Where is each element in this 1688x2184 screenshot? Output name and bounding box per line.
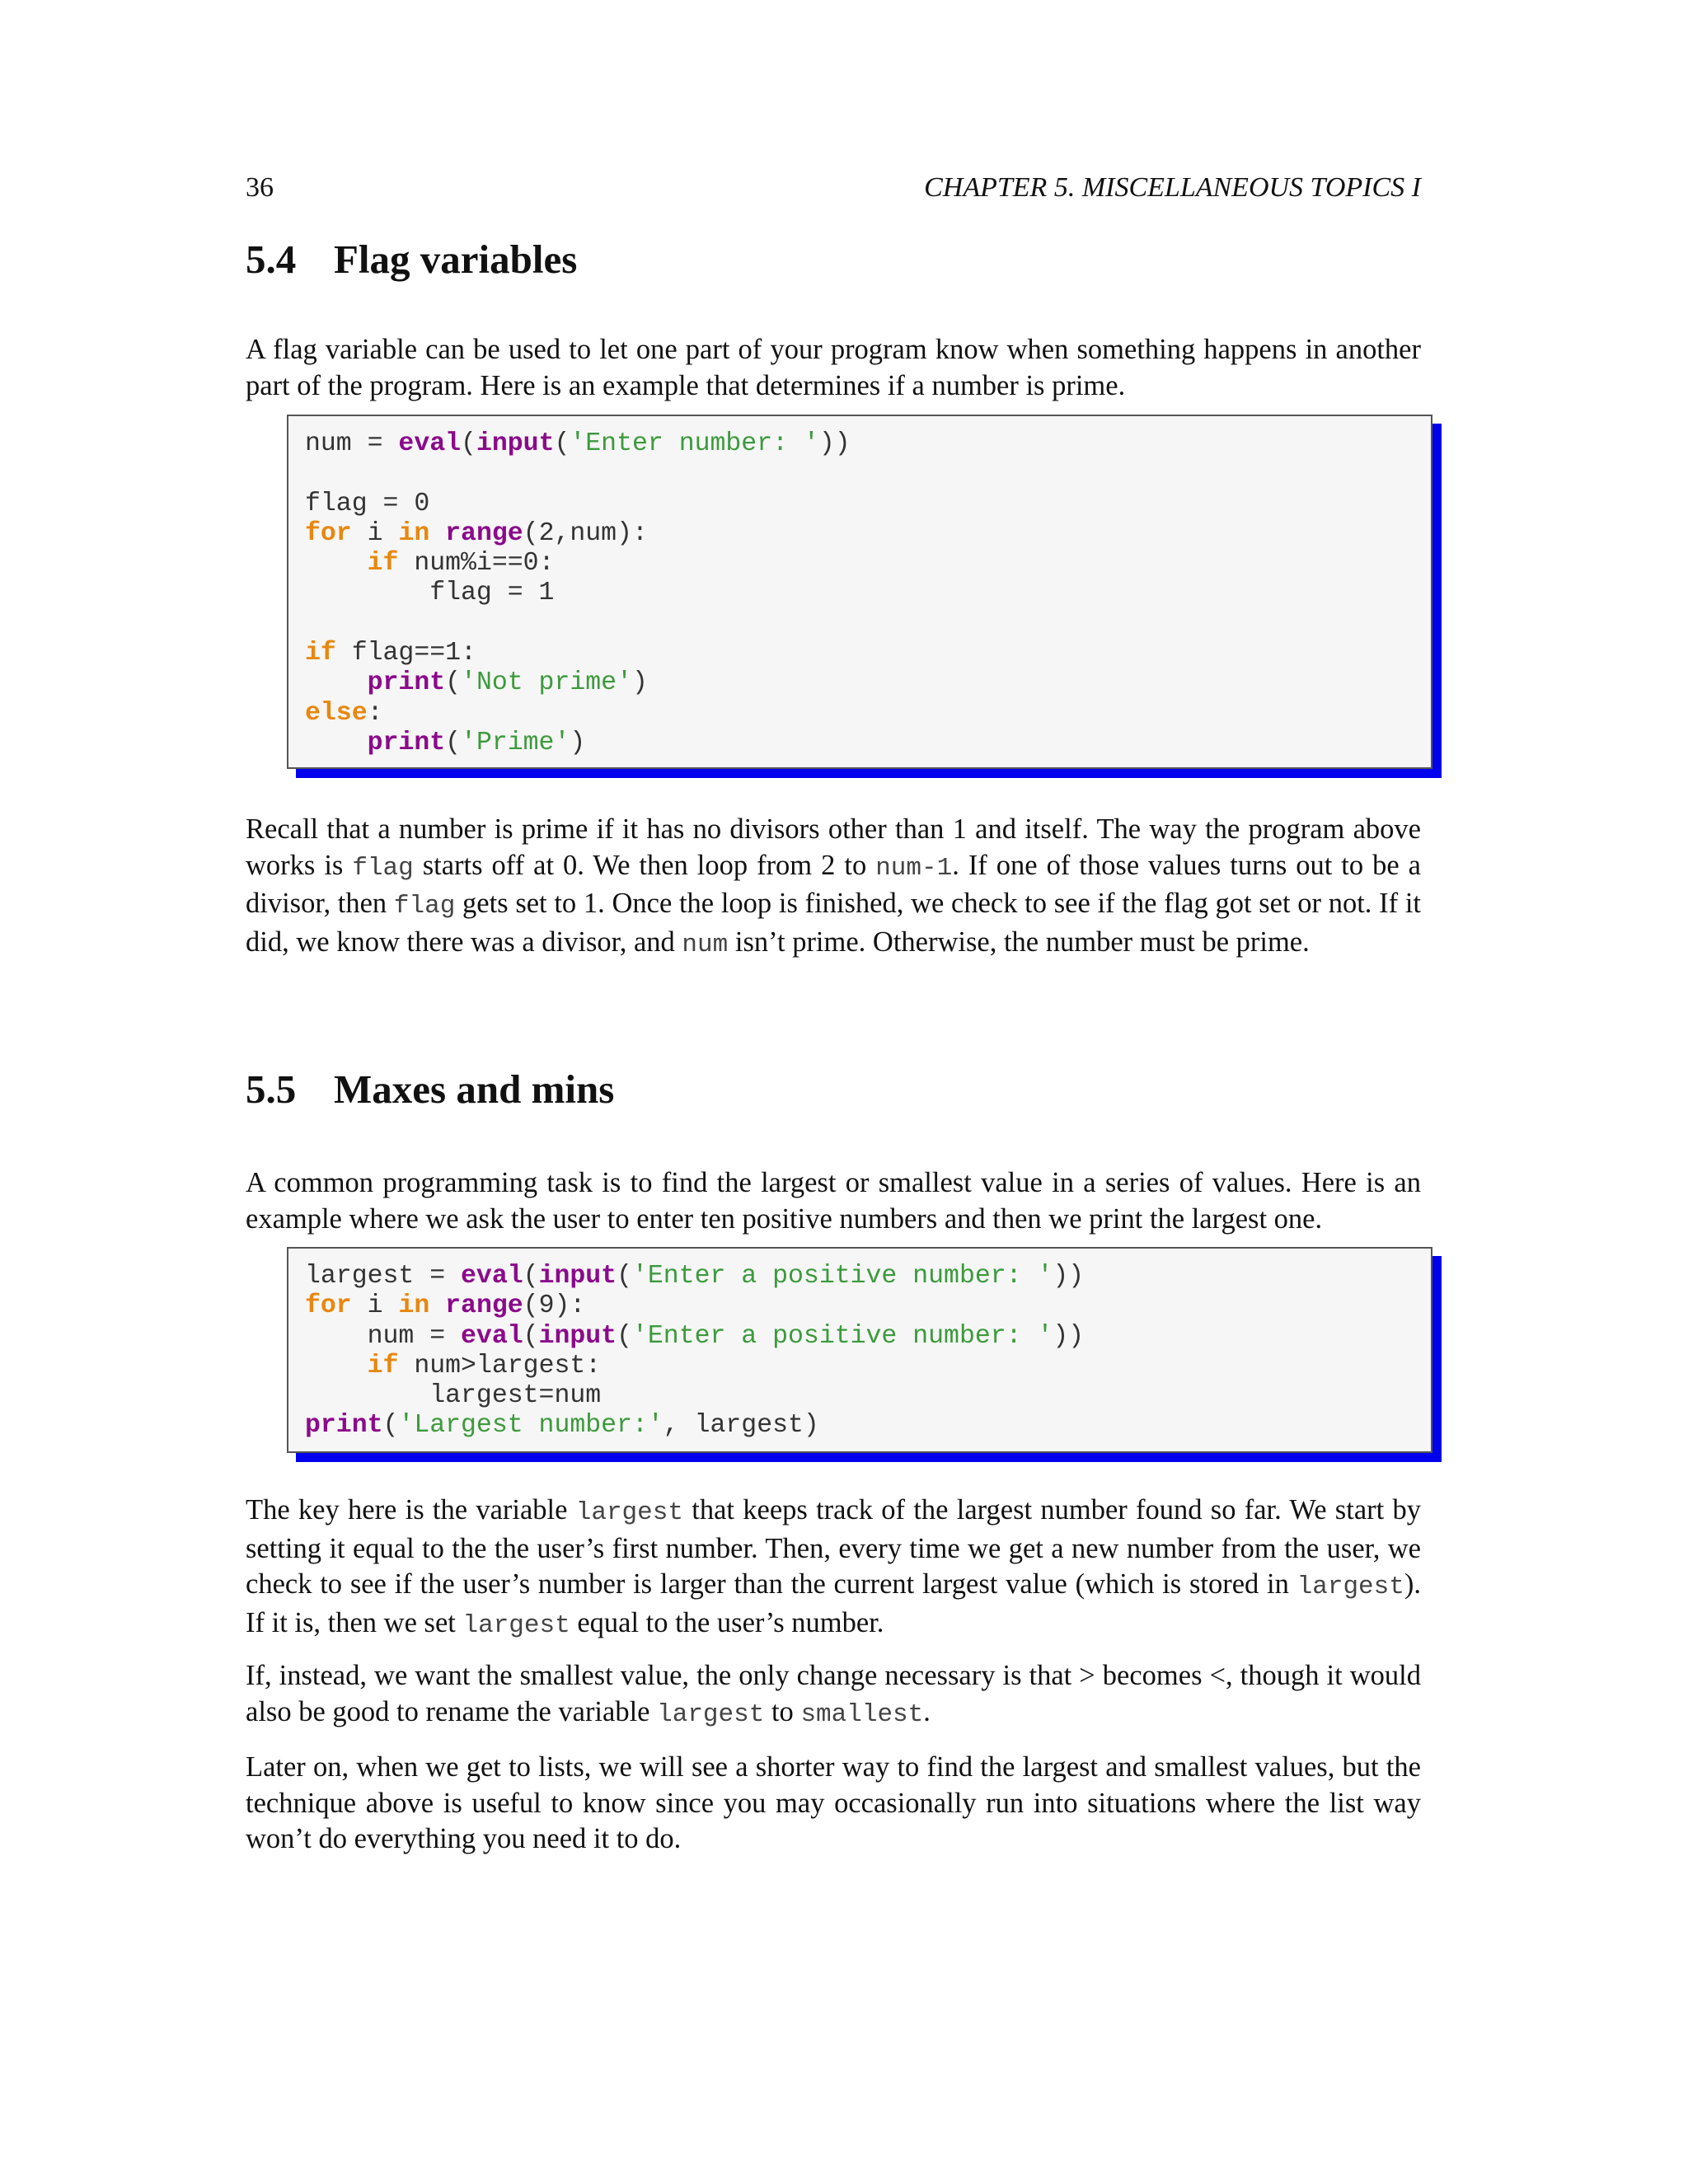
code-line xyxy=(305,459,1414,489)
code-line: print('Not prime') xyxy=(367,668,648,698)
section-title: Flag variables xyxy=(334,237,578,282)
code-keyword: if xyxy=(367,549,399,579)
code-line: num = eval(input('Enter number: ')) xyxy=(305,429,851,458)
section-title: Maxes and mins xyxy=(334,1066,615,1112)
code-builtin: range xyxy=(445,1291,523,1321)
section-number: 5.4 xyxy=(246,237,297,282)
chapter-title: CHAPTER 5. MISCELLANEOUS TOPICS I xyxy=(924,172,1421,203)
code-line: if num>largest: xyxy=(367,1351,602,1380)
code-line: flag = 0 xyxy=(305,489,430,518)
code-keyword: in xyxy=(398,1291,430,1321)
code-builtin: range xyxy=(445,518,523,548)
code-line: for i in range(9): xyxy=(305,1291,586,1321)
code-line: flag = 1 xyxy=(305,579,555,608)
inline-code: largest xyxy=(575,1498,683,1527)
code-line: else: xyxy=(305,698,383,728)
inline-code: flag xyxy=(352,853,414,883)
inline-code: largest xyxy=(1296,1572,1404,1601)
code-line: if num%i==0: xyxy=(367,549,555,579)
inline-code: smallest xyxy=(800,1699,924,1729)
section-heading-5-5 xyxy=(246,1065,614,1114)
code-line: for i in range(2,num): xyxy=(305,518,648,548)
code-builtin: input xyxy=(538,1262,617,1291)
code-builtin: eval xyxy=(461,1321,523,1351)
code-line: num = eval(input('Enter a positive number: ')) xyxy=(305,1321,1085,1351)
code-line: print('Prime') xyxy=(367,728,586,757)
code-listing xyxy=(288,1249,1431,1455)
inline-code: num-1 xyxy=(875,853,953,883)
code-string: 'Largest number:' xyxy=(398,1411,663,1441)
inline-code: largest xyxy=(462,1610,570,1640)
code-keyword: else xyxy=(305,698,368,728)
code-builtin: print xyxy=(367,668,446,698)
code-keyword: in xyxy=(398,518,430,548)
code-line: if flag==1: xyxy=(305,639,476,668)
code-keyword: for xyxy=(305,518,352,548)
code-builtin: eval xyxy=(398,429,462,458)
code-line: print('Largest number:', largest) xyxy=(305,1411,819,1441)
code-keyword: if xyxy=(305,639,336,668)
code-builtin: print xyxy=(367,728,446,757)
code-line: largest=num xyxy=(305,1381,602,1411)
code-string: 'Enter number: ' xyxy=(570,429,819,458)
code-keyword: for xyxy=(305,1291,352,1321)
code-string: 'Enter a positive number: ' xyxy=(631,1262,1053,1291)
code-string: 'Enter a positive number: ' xyxy=(631,1321,1053,1351)
section-5-5-paragraph-2: If, instead, we want the smallest value, the only change necessary is that > becomes <, though it would also be good to rename the variable largest to smallest. xyxy=(246,1660,1421,1729)
section-5-5-intro: A common programming task is to find the largest or smallest value in a series of values. Here is an example where we ask the user to enter ten positive numbers and then we print the largest one. xyxy=(246,1167,1421,1235)
code-builtin: print xyxy=(305,1411,383,1441)
inline-code: largest xyxy=(657,1699,765,1729)
section-5-4-intro: A flag variable can be used to let one part of your program know when something happens in another part of the program. Here is an example that determines if a number is prime. xyxy=(246,334,1421,401)
section-5-5-paragraph-3: Later on, when we get to lists, we will see a shorter way to find the largest and smallest values, but the technique above is useful to know since you may occasionally run into situations where the list way won’t do everything you need it to do. xyxy=(246,1751,1421,1854)
code-listing xyxy=(288,416,1431,771)
page-number: 36 xyxy=(246,172,274,203)
code-block-largest xyxy=(287,1247,1432,1453)
code-line: largest = eval(input('Enter a positive number: ')) xyxy=(305,1262,1085,1291)
code-string: 'Prime' xyxy=(461,728,570,757)
section-number: 5.5 xyxy=(246,1066,297,1112)
running-header xyxy=(246,170,1421,206)
code-keyword: if xyxy=(367,1351,399,1380)
section-5-4-explanation: Recall that a number is prime if it has no divisors other than 1 and itself. The way the program above works is flag starts off at 0. We then loop from 2 to num-1. If one of those values turns out to be a divisor, then flag gets set to 1. Once the loop is finished, we check to see if the flag got set or not. If it did, we know there was a divisor, and num isn’t prime. Otherwise, the number must be prime. xyxy=(246,813,1421,959)
inline-code: num xyxy=(682,930,729,959)
code-builtin: eval xyxy=(461,1262,523,1291)
code-builtin: input xyxy=(538,1321,617,1351)
section-heading-5-4 xyxy=(246,235,577,284)
section-5-5-paragraph-1: The key here is the variable largest that keeps track of the largest number found so far. We start by setting it equal to the the user’s first number. Then, every time we get a new number from the user, we check to see if the user’s number is larger than the current largest value (which is stored in largest). If it is, then we set largest equal to the user’s number. xyxy=(246,1494,1421,1640)
code-block-prime xyxy=(287,415,1432,769)
inline-code: flag xyxy=(393,892,456,921)
code-string: 'Not prime' xyxy=(461,668,632,698)
code-line xyxy=(305,609,1414,639)
code-builtin: input xyxy=(476,429,555,458)
